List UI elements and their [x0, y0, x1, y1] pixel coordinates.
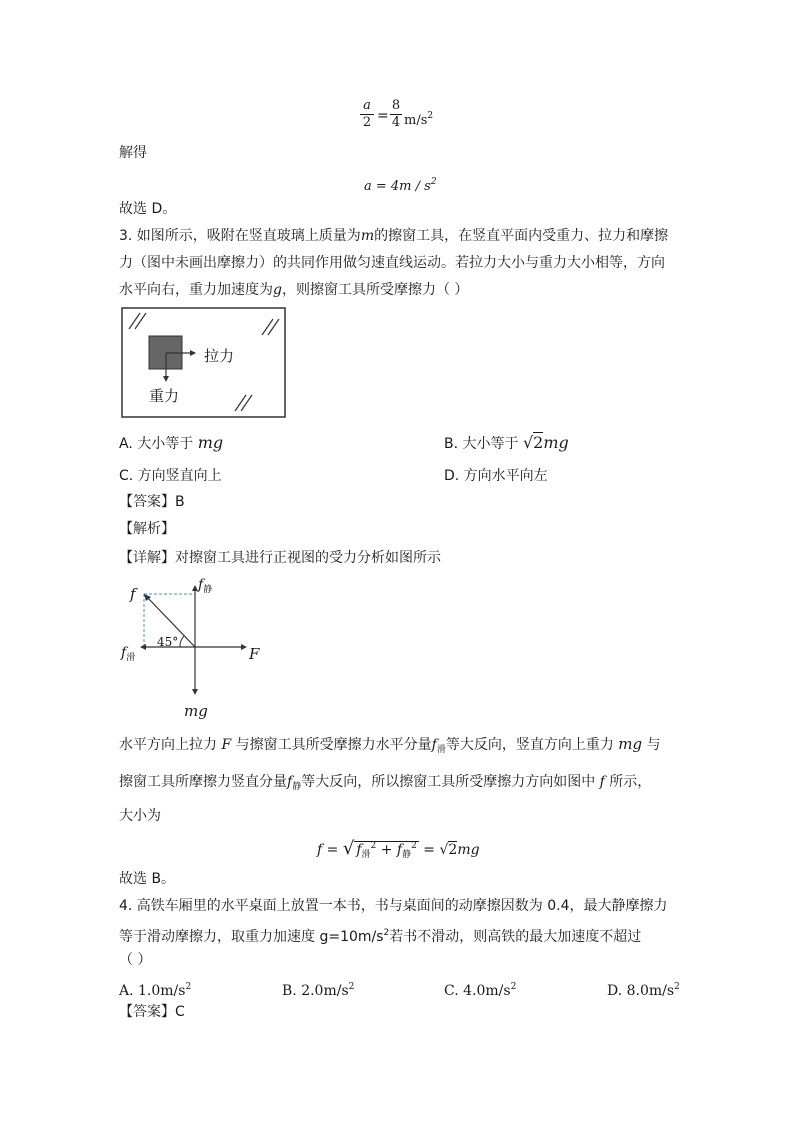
q4-line-3: （ ）	[119, 952, 152, 968]
equation-2: $a = 4m / s^2$	[364, 177, 437, 194]
q4-option-c: C. $4.0m/s^2$	[444, 982, 517, 999]
explanation-line-3: 大小为	[119, 808, 161, 824]
option-b: B. 大小等于 √2mg	[444, 433, 569, 452]
fraction-a-over-2: a 2	[360, 98, 374, 131]
fraction-8-over-4: 8 4	[391, 98, 401, 130]
q3-line-3: 水平向右，重力加速度为g，则擦窗工具所受摩擦力（ ）	[119, 282, 469, 298]
pull-label: 拉力	[204, 347, 235, 365]
f-slide-label: $f_滑$	[121, 645, 136, 663]
explanation-line-1: 水平方向上拉力 F 与擦窗工具所受摩擦力水平分量$f_滑$等大反向，竖直方向上重力 mg 与	[119, 735, 661, 755]
mg-label: mg	[184, 702, 208, 720]
choose-d-text: 故选 D。	[119, 201, 177, 217]
f-label: f	[130, 585, 136, 603]
force-diagram	[120, 575, 265, 720]
q4-option-b: B. $2.0m/s^2$	[282, 982, 355, 999]
angle-arc	[180, 636, 184, 647]
option-a: A. 大小等于 mg	[119, 433, 224, 452]
F-label: F	[249, 645, 260, 663]
q3-line-2: 力（图中未画出摩擦力）的共同作用做匀速直线运动。若拉力大小与重力大小相等，方向	[119, 255, 665, 271]
q4-option-a: A. $1.0m/s^2$	[119, 982, 192, 999]
choose-b-text: 故选 B。	[119, 871, 176, 887]
q4-option-d: D. $8.0m/s^2$	[607, 982, 680, 999]
q3-line-1: 3. 如图所示，吸附在竖直玻璃上质量为m的擦窗工具，在竖直平面内受重力、拉力和摩擦	[119, 228, 669, 244]
gravity-label: 重力	[149, 387, 180, 405]
q3-analysis-heading: 【解析】	[119, 521, 175, 537]
option-d: D. 方向水平向左	[444, 468, 548, 484]
unit-text: $m/s^2$	[404, 111, 434, 128]
q3-answer: 【答案】B	[119, 494, 185, 510]
q3-detail: 【详解】对擦窗工具进行正视图的受力分析如图所示	[119, 550, 441, 566]
q4-line-2: 等于滑动摩擦力，取重力加速度 $g=10m/s^2$若书不滑动，则高铁的最大加速度不超过	[119, 928, 642, 945]
solve-text: 解得	[119, 145, 147, 161]
f-static-label: $f_静$	[198, 577, 213, 595]
angle-label: 45°	[157, 635, 179, 649]
q4-line-1: 4. 高铁车厢里的水平桌面上放置一本书，书与桌面间的动摩擦因数为 0.4，最大静摩擦力	[119, 898, 668, 914]
explanation-line-2: 擦窗工具所摩擦力竖直分量$f_静$等大反向，所以擦窗工具所受摩擦力方向如图中 f 所示，	[119, 774, 652, 792]
q4-answer: 【答案】C	[119, 1004, 185, 1020]
option-c: C. 方向竖直向上	[119, 468, 222, 484]
friction-formula: f = √ $f_滑^2 + f_静^2 = √2mg$	[317, 838, 480, 860]
